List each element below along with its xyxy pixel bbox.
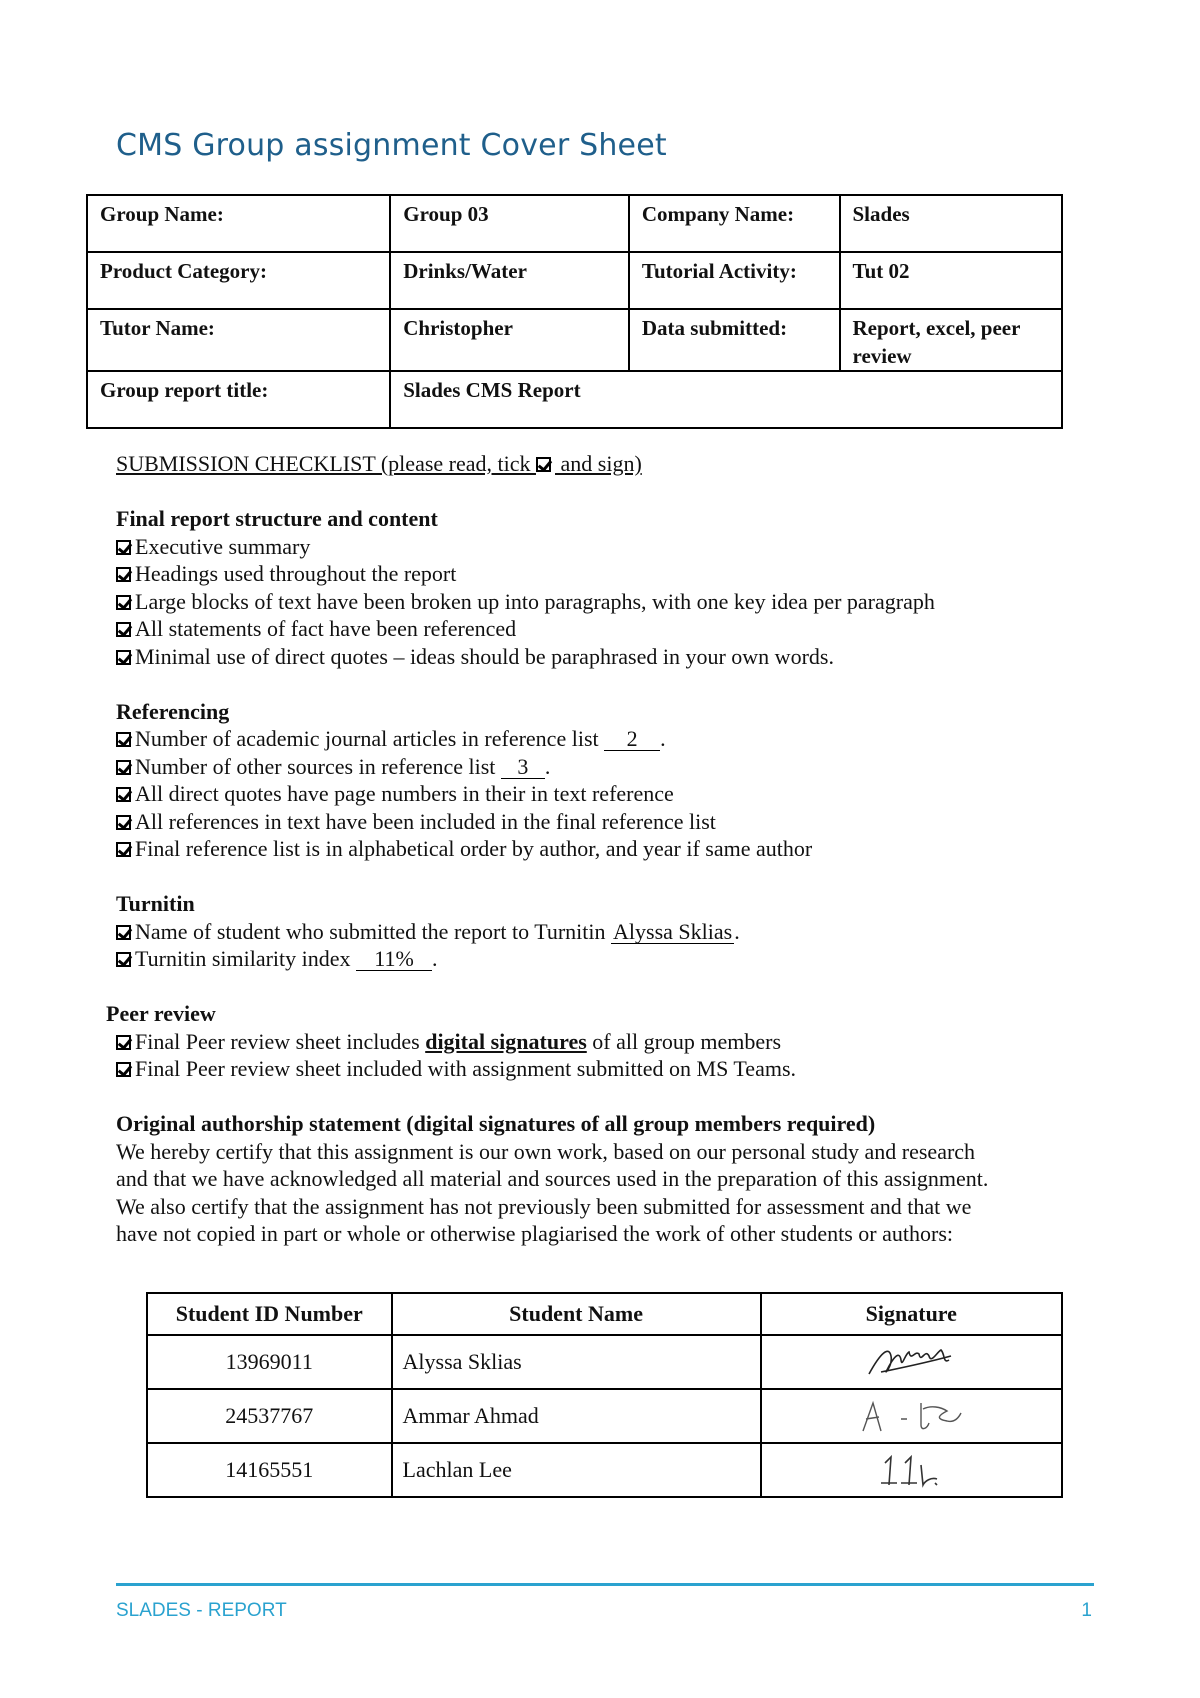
turnitin-heading: Turnitin (116, 891, 195, 916)
product-category-label: Product Category: (87, 252, 390, 309)
checkbox-icon (116, 595, 131, 610)
table-row (87, 371, 1062, 428)
table-row (147, 1335, 1062, 1389)
footer-divider (116, 1583, 1094, 1586)
structure-heading: Final report structure and content (116, 506, 438, 531)
table-header-row (147, 1293, 1062, 1335)
signature-cell (761, 1335, 1062, 1389)
similarity-index-value: 11% (356, 948, 432, 971)
checklist-header: SUBMISSION CHECKLIST (please read, tick and sign) (116, 451, 642, 476)
column-header-name: Student Name (392, 1293, 761, 1335)
tutor-name-label: Tutor Name: (87, 309, 390, 371)
student-id: 14165551 (147, 1443, 392, 1497)
column-header-signature: Signature (761, 1293, 1062, 1335)
checkbox-icon (116, 622, 131, 637)
checklist-item: Large blocks of text have been broken up into paragraphs, with one key idea per paragraph (116, 588, 1096, 616)
student-signature-table (146, 1292, 1063, 1498)
checkbox-icon (116, 760, 131, 775)
checkbox-icon (116, 952, 131, 967)
tutorial-activity-value: Tut 02 (840, 252, 1063, 309)
group-info-table (86, 194, 1063, 429)
report-title-label: Group report title: (87, 371, 390, 428)
table-row (147, 1443, 1062, 1497)
signature-image (861, 1342, 961, 1382)
checklist-item: All direct quotes have page numbers in their in text reference (116, 780, 1096, 808)
authorship-line: We also certify that the assignment has not previously been submitted for assessment and that we (116, 1193, 972, 1219)
student-name: Alyssa Sklias (392, 1335, 761, 1389)
signature-cell (761, 1443, 1062, 1497)
authorship-heading: Original authorship statement (digital signatures of all group members required) (116, 1111, 876, 1136)
signature-image (871, 1449, 951, 1491)
checkbox-icon (116, 842, 131, 857)
company-name-value: Slades (840, 195, 1063, 252)
tutorial-activity-label: Tutorial Activity: (629, 252, 840, 309)
data-submitted-label: Data submitted: (629, 309, 840, 371)
checkbox-icon (116, 650, 131, 665)
group-name-label: Group Name: (87, 195, 390, 252)
checkbox-icon (116, 732, 131, 747)
student-id: 24537767 (147, 1389, 392, 1443)
checklist-item: Final Peer review sheet includes digital signatures of all group members (116, 1028, 1096, 1056)
checkbox-icon (116, 540, 131, 555)
checklist-item: All references in text have been included in the final reference list (116, 808, 1096, 836)
company-name-label: Company Name: (629, 195, 840, 252)
authorship-line: have not copied in part or whole or otherwise plagiarised the work of other students or authors: (116, 1221, 953, 1246)
peer-review-heading: Peer review (106, 1001, 216, 1026)
student-id: 13969011 (147, 1335, 392, 1389)
submission-checklist (106, 450, 1096, 1248)
checkbox-icon (116, 1062, 131, 1077)
signature-cell (761, 1389, 1062, 1443)
data-submitted-value: Report, excel, peer review (840, 309, 1063, 371)
footer-title: SLADES - REPORT (116, 1600, 287, 1621)
other-sources-count-value: 3 (501, 756, 545, 779)
student-name: Lachlan Lee (392, 1443, 761, 1497)
student-name: Ammar Ahmad (392, 1389, 761, 1443)
checkbox-icon (116, 787, 131, 802)
checkbox-icon (116, 567, 131, 582)
column-header-id: Student ID Number (147, 1293, 392, 1335)
page-title: CMS Group assignment Cover Sheet (116, 128, 667, 163)
table-row (87, 252, 1062, 309)
checkbox-icon (116, 1035, 131, 1050)
checklist-item: Number of academic journal articles in reference list 2 . (116, 725, 1096, 753)
turnitin-student-value: Alyssa Sklias (613, 918, 733, 944)
checklist-item: Number of other sources in reference list 3 . (116, 753, 1096, 781)
checklist-item: Executive summary (116, 533, 1096, 561)
checkbox-icon (116, 815, 131, 830)
checkbox-icon (536, 457, 551, 472)
authorship-line: and that we have acknowledged all material and sources used in the preparation of this assignment. (116, 1166, 989, 1191)
authorship-line: We hereby certify that this assignment is our own work, based on our personal study and research (116, 1138, 976, 1164)
table-row (147, 1389, 1062, 1443)
group-name-value: Group 03 (390, 195, 629, 252)
checklist-item: Final Peer review sheet included with assignment submitted on MS Teams. (116, 1055, 1096, 1083)
checklist-item: Minimal use of direct quotes – ideas should be paraphrased in your own words. (116, 643, 1096, 671)
signature-image (851, 1395, 971, 1437)
checklist-item: Headings used throughout the report (116, 560, 1096, 588)
table-row (87, 195, 1062, 252)
report-title-value: Slades CMS Report (390, 371, 1062, 428)
checklist-item: Final reference list is in alphabetical order by author, and year if same author (116, 835, 1096, 863)
checklist-item: All statements of fact have been referenced (116, 615, 1096, 643)
page-number: 1 (1081, 1600, 1092, 1621)
checkbox-icon (116, 925, 131, 940)
product-category-value: Drinks/Water (390, 252, 629, 309)
table-row (87, 309, 1062, 371)
checklist-item: Name of student who submitted the report to Turnitin Alyssa Sklias. (116, 918, 1096, 946)
checklist-item: Turnitin similarity index 11% . (116, 945, 1096, 973)
referencing-heading: Referencing (116, 698, 230, 724)
tutor-name-value: Christopher (390, 309, 629, 371)
journal-count-value: 2 (604, 728, 660, 751)
